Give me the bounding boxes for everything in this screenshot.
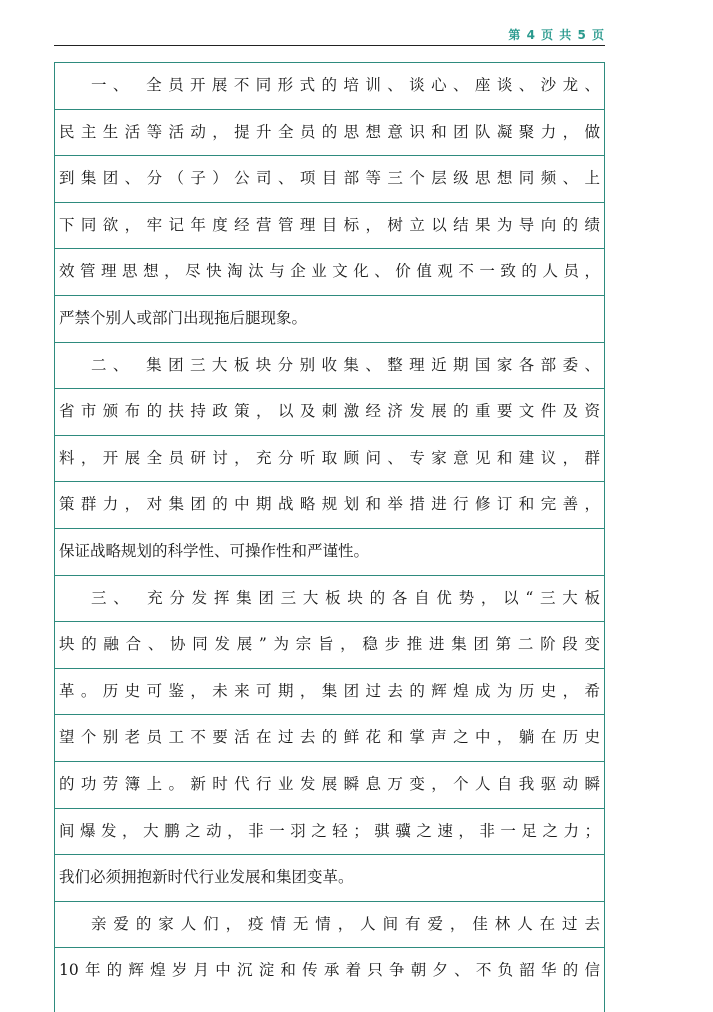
- text-line: 严禁个别人或部门出现拖后腿现象。: [55, 295, 604, 342]
- page-indicator: 第 4 页 共 5 页: [508, 28, 605, 42]
- text-line: 我们必须拥抱新时代行业发展和集团变革。: [55, 854, 604, 901]
- text-line: 间爆发，大鹏之动，非一羽之轻；骐骥之速，非一足之力；: [55, 808, 604, 855]
- text-line: 民主生活等活动，提升全员的思想意识和团队凝聚力，做: [55, 109, 604, 156]
- text-line: 策群力，对集团的中期战略规划和举措进行修订和完善，: [55, 481, 604, 528]
- text-line: 效管理思想，尽快淘汰与企业文化、价值观不一致的人员，: [55, 248, 604, 295]
- text-line: 一、 全员开展不同形式的培训、谈心、座谈、沙龙、: [55, 62, 604, 109]
- text-line: 到集团、分（子）公司、项目部等三个层级思想同频、上: [55, 155, 604, 202]
- text-line: 下同欲，牢记年度经营管理目标，树立以结果为导向的绩: [55, 202, 604, 249]
- document-body: [54, 62, 605, 1012]
- text-line: 二、 集团三大板块分别收集、整理近期国家各部委、: [55, 342, 604, 389]
- text-line: 的功劳簿上。新时代行业发展瞬息万变，个人自我驱动瞬: [55, 761, 604, 808]
- text-line: 亲爱的家人们，疫情无情，人间有爱，佳林人在过去: [55, 901, 604, 948]
- text-line: 革。历史可鉴，未来可期，集团过去的辉煌成为历史，希: [55, 668, 604, 715]
- text-line: 保证战略规划的科学性、可操作性和严谨性。: [55, 528, 604, 575]
- text-line: 块的融合、协同发展”为宗旨，稳步推进集团第二阶段变: [55, 621, 604, 668]
- text-line: 省市颁布的扶持政策，以及刺激经济发展的重要文件及资: [55, 388, 604, 435]
- text-line: 料，开展全员研讨，充分听取顾问、专家意见和建议，群: [55, 435, 604, 482]
- text-line: 三、 充分发挥集团三大板块的各自优势，以“三大板: [55, 575, 604, 622]
- header-rule: [54, 45, 605, 46]
- text-line: 望个别老员工不要活在过去的鲜花和掌声之中，躺在历史: [55, 714, 604, 761]
- text-line: 10年的辉煌岁月中沉淀和传承着只争朝夕、不负韶华的信: [55, 947, 604, 994]
